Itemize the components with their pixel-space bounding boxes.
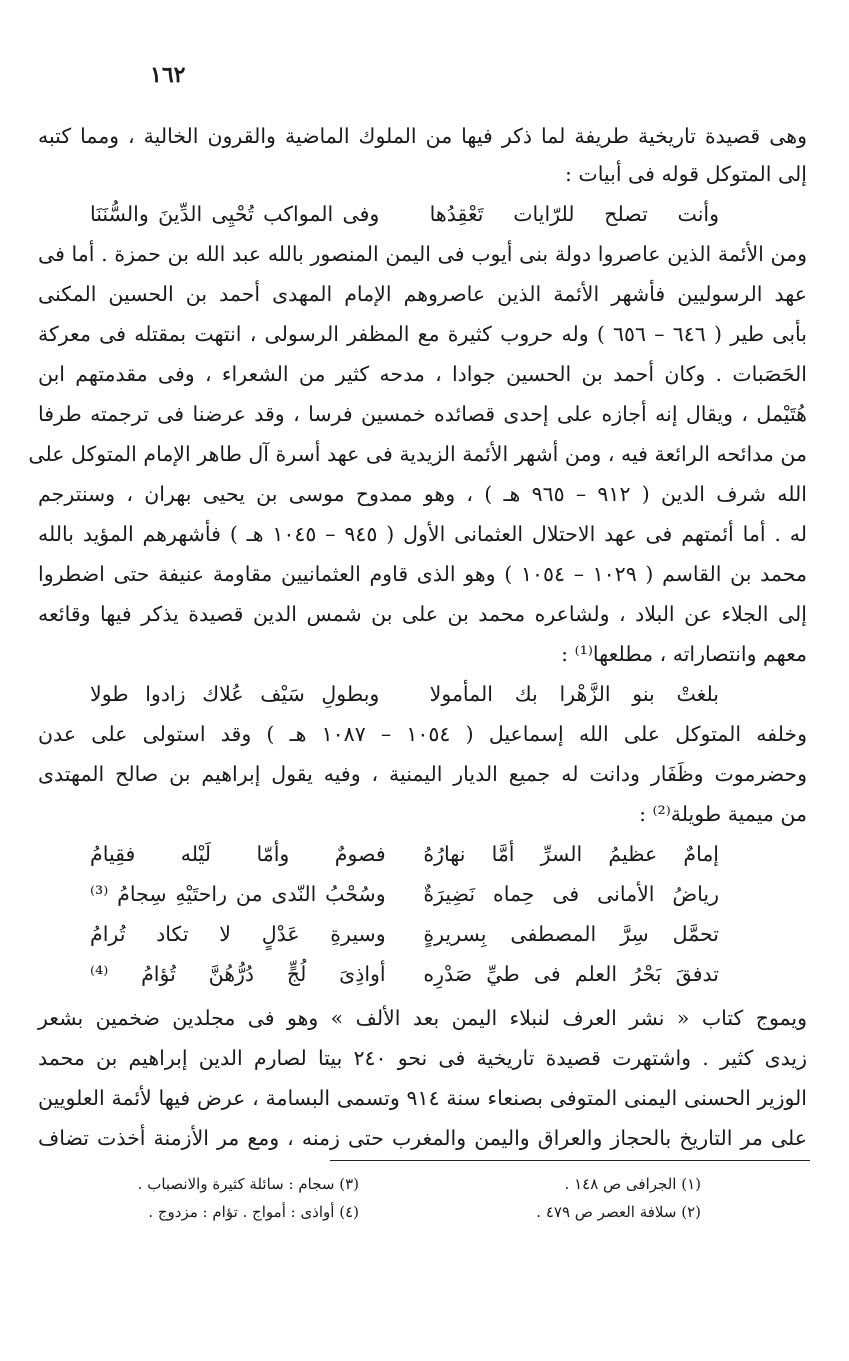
text-line: هُتَيْمل ، ويقال إنه أجازه على إحدى قصائده خمسين فرسا ، وقد عرضنا فى ترجمته طرفا <box>38 402 807 426</box>
poem-verse <box>90 836 719 872</box>
verse-hemistich-second: وسُحْبُ النّدى من راحتَيْهِ سِجامُ ⁽³⁾ <box>90 882 386 906</box>
text-line: ومن الأئمة الذين عاصروا دولة بنى أيوب فى اليمن المنصور بالله عبد الله بن حمزة . أما فى <box>38 242 807 266</box>
text-line: إلى المتوكل قوله فى أبيات : <box>564 162 807 186</box>
text-line: وحضرموت وظَفَار ودانت له جميع الديار اليمنية ، وفيه يقول إبراهيم بن صالح المهتدى <box>38 762 807 786</box>
verse-hemistich-second: فصومٌ وأمّا لَيْله فقِيامُ <box>90 842 386 866</box>
footnote-4: (٤) أواذى : أمواج . تؤام : مزدوج . <box>148 1203 359 1221</box>
verse-hemistich-second: أواذِىَ لُجٍّ دُرُّهُنَّ تُؤامُ ⁽⁴⁾ <box>90 962 386 986</box>
text-line: وخلفه المتوكل على الله إسماعيل ( ١٠٥٤ – ١٠٨٧ هـ ) وقد استولى على عدن <box>38 722 807 746</box>
verse-line <box>90 196 719 232</box>
footnote-rule <box>330 1160 810 1161</box>
poem-verse <box>90 916 719 952</box>
verse-line <box>90 676 719 712</box>
text-line: من مدائحه الرائعة فيه ، ومن أشهر الأئمة الزيدية فى عهد أسرة آل طاهر الإمام المتوكل على <box>28 442 807 466</box>
text-line: محمد بن القاسم ( ١٠٢٩ – ١٠٥٤ ) وهو الذى قاوم العثمانيين مقاومة عنيفة حتى اضطروا <box>38 562 807 586</box>
text-line: عهد الرسوليين فأشهر الأئمة الذين عاصروهم الإمام المهدى أحمد بن الحسين المكنى <box>38 282 807 306</box>
text-line: على مر التاريخ بالحجاز والعراق واليمن والمغرب حتى زمنه ، ومع مر الأزمنة أخذت تضاف <box>38 1126 807 1150</box>
verse-hemistich-first: بلغتْ بنو الزَّهْرا بك المأمولا <box>429 682 719 706</box>
text-line: إلى الجلاء عن البلاد ، ولشاعره محمد بن على بن شمس الدين قصيدة يذكر فيها وقائعه <box>38 602 807 626</box>
text-line: زيدى كثير . واشتهرت قصيدة تاريخية فى نحو ٢٤٠ بيتا لصارم الدين إبراهيم بن محمد <box>38 1046 807 1070</box>
poem-verse <box>90 876 719 912</box>
text-line: معهم وانتصاراته ، مطلعها⁽¹⁾ : <box>561 642 807 666</box>
verse-hemistich-first: إمامٌ عظيمُ السرِّ أمَّا نهارُهُ <box>423 842 719 866</box>
verse-hemistich-second: وبطولِ سَيْف عُلاك زادوا طولا <box>90 682 380 706</box>
verse-hemistich-first: تحمَّل سِرَّ المصطفى بِسريرةٍ <box>423 922 719 946</box>
verse-hemistich-first: وأنت تصلح للرّايات تَعْقِدُها <box>429 202 719 226</box>
page-number: ١٦٢ <box>150 62 186 88</box>
footnote-1: (١) الجرافى ص ١٤٨ . <box>564 1175 701 1193</box>
text-line: من ميمية طويلة⁽²⁾ : <box>639 802 807 826</box>
text-line: بأبى طير ( ٦٤٦ – ٦٥٦ ) وله حروب كثيرة مع المظفر الرسولى ، انتهت بمقتله فى معركة <box>38 322 807 346</box>
text-line: الوزير الحسنى اليمنى المتوفى بصنعاء سنة ٩١٤ وتسمى البسامة ، عرض فيها لأئمة العلويين <box>38 1086 807 1110</box>
text-line: ويموج كتاب « نشر العرف لنبلاء اليمن بعد الألف » وهو فى مجلدين ضخمين بشعر <box>38 1006 807 1030</box>
footnote-3: (٣) سجام : سائلة كثيرة والانصباب . <box>137 1175 359 1193</box>
text-line: وهى قصيدة تاريخية طريفة لما ذكر فيها من الملوك الماضية والقرون الخالية ، ومما كتبه <box>38 124 807 148</box>
verse-hemistich-first: رياضُ الأمانى فى حِماه نَضِيرَةٌ <box>423 882 719 906</box>
poem-verse <box>90 956 719 992</box>
footnote-2: (٢) سلافة العصر ص ٤٧٩ . <box>536 1203 701 1221</box>
verse-hemistich-second: وفى المواكب تُحْيِى الدِّينَ والسُّنَنَا <box>90 202 380 226</box>
text-line: الله شرف الدين ( ٩١٢ – ٩٦٥ هـ ) ، وهو ممدوح موسى بن يحيى بهران ، وسنترجم <box>38 482 807 506</box>
text-line: له . أما أئمتهم فى عهد الاحتلال العثمانى الأول ( ٩٤٥ – ١٠٤٥ هـ ) فأشهرهم المؤيد بالله <box>38 522 807 546</box>
text-line: الحَصَبات . وكان أحمد بن الحسين جوادا ، مدحه كثير من الشعراء ، وفى مقدمتهم ابن <box>38 362 807 386</box>
verse-hemistich-first: تدفقَ بَحْرُ العلم فى طيِّ صَدْرِه <box>423 962 719 986</box>
verse-hemistich-second: وسيرةِ عَدْلٍ لا تكاد تُرامُ <box>90 922 386 946</box>
